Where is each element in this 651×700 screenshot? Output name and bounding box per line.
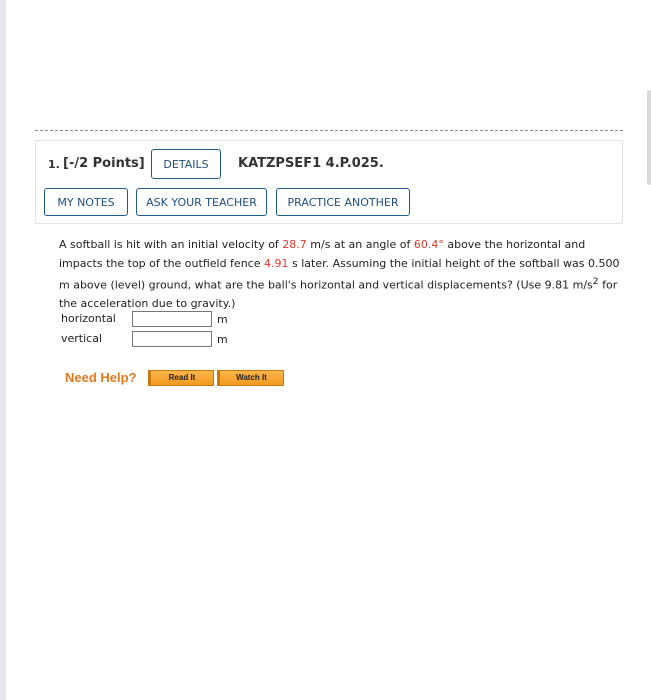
read-it-button[interactable]: Read It [148, 370, 214, 386]
time-value: 4.91 [263, 256, 289, 270]
ask-your-teacher-button[interactable]: ASK YOUR TEACHER [136, 188, 267, 216]
problem-text-2: m/s at an angle of [306, 238, 414, 251]
problem-text-5: for the acceleration due to gravity.) [59, 278, 618, 311]
my-notes-button[interactable]: MY NOTES [44, 188, 128, 216]
need-help-label: Need Help? [65, 370, 137, 385]
problem-text-4: s later. Assuming the initial height of the softball was 0.500 m above (level) ground, what are the ball's horizontal and vertical displacements? (Use 9.81 m/s [59, 256, 620, 292]
scrollbar-thumb[interactable] [647, 90, 651, 185]
vertical-unit: m [217, 333, 228, 346]
watch-it-button[interactable]: Watch It [217, 370, 284, 386]
details-button[interactable]: DETAILS [151, 149, 221, 179]
velocity-value: 28.7 [282, 238, 307, 251]
question-code: KATZPSEF1 4.P.025. [238, 156, 384, 171]
section-divider [35, 130, 623, 131]
vertical-input[interactable] [132, 331, 212, 347]
horizontal-unit: m [217, 313, 228, 326]
vertical-label: vertical [61, 332, 103, 345]
horizontal-input[interactable] [132, 311, 212, 327]
horizontal-label: horizontal [61, 312, 116, 325]
question-points: [-/2 Points] [63, 156, 145, 171]
problem-text-1: A softball is hit with an initial velocity of [59, 238, 283, 251]
problem-text-3: above the horizontal and impacts the top of the outfield fence [59, 238, 586, 270]
left-edge-bar [0, 0, 6, 700]
angle-value: 60.4° [413, 238, 444, 251]
practice-another-button[interactable]: PRACTICE ANOTHER [276, 188, 410, 216]
problem-statement [59, 236, 625, 314]
exponent: 2 [592, 276, 599, 287]
question-number: 1. [48, 158, 60, 171]
